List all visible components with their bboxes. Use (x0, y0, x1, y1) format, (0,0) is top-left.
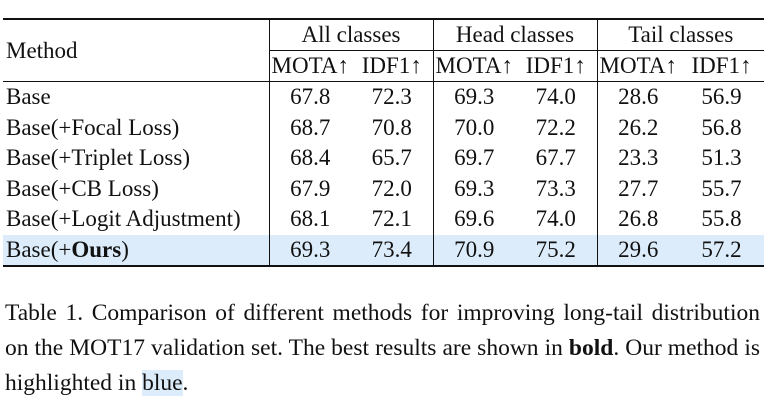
value-cell: 55.7 (701, 175, 742, 201)
metric-header: IDF1↑ (691, 53, 752, 78)
value-cell: 55.8 (701, 206, 742, 232)
method-suffix: ) (121, 236, 129, 262)
caption-text: . (182, 370, 189, 396)
value-cell-best: 57.2 (679, 235, 764, 267)
method-cell-ours (3, 235, 269, 267)
value-cell: 72.3 (351, 82, 433, 113)
metric-header: MOTA↑ (597, 51, 679, 82)
metric-header: MOTA↑ (433, 51, 515, 82)
value-cell: 69.3 (433, 174, 515, 205)
caption-blue-word: blue (142, 370, 183, 396)
table-row (3, 82, 764, 113)
table-row (3, 174, 764, 205)
method-cell: Base(+Triplet Loss) (6, 145, 190, 171)
group-header-row (3, 19, 764, 51)
value-cell-best: 69.3 (269, 235, 351, 267)
method-cell: Base(+CB Loss) (6, 175, 159, 201)
value-cell: 56.8 (701, 114, 742, 140)
value-cell-best: 75.2 (515, 235, 597, 267)
value-cell: 69.6 (433, 204, 515, 235)
value-cell: 70.0 (433, 113, 515, 144)
value-cell: 23.3 (597, 143, 679, 174)
method-cell: Base(+Focal Loss) (6, 114, 180, 140)
value-cell: 68.4 (269, 143, 351, 174)
group-header-tail: Tail classes (597, 19, 764, 51)
group-header-head: Head classes (433, 19, 597, 51)
group-header-all: All classes (269, 19, 433, 51)
table-row (3, 143, 764, 174)
metric-header: IDF1↑ (361, 53, 422, 78)
value-cell: 72.2 (535, 114, 576, 140)
value-cell: 56.9 (679, 82, 764, 113)
method-cell: Base (3, 82, 269, 113)
metric-header: MOTA↑ (269, 51, 351, 82)
value-cell-best: 73.4 (351, 235, 433, 267)
value-cell: 65.7 (371, 145, 412, 171)
value-cell: 74.0 (535, 206, 576, 232)
caption-bold-word: bold (568, 335, 614, 361)
table-caption (5, 296, 760, 401)
value-cell: 26.8 (597, 204, 679, 235)
value-cell: 67.9 (269, 174, 351, 205)
value-cell-best: 29.6 (597, 235, 679, 267)
value-cell: 51.3 (701, 145, 742, 171)
table-row (3, 113, 764, 144)
ours-row (3, 235, 764, 267)
value-cell: 67.7 (535, 145, 576, 171)
caption-text: . Our method is highlighted in (5, 335, 760, 396)
value-cell: 27.7 (597, 174, 679, 205)
value-cell: 68.7 (269, 113, 351, 144)
value-cell: 70.8 (371, 114, 412, 140)
value-cell: 69.3 (433, 82, 515, 113)
value-cell: 28.6 (597, 82, 679, 113)
value-cell: 69.7 (433, 143, 515, 174)
value-cell: 72.1 (371, 206, 412, 232)
value-cell: 26.2 (597, 113, 679, 144)
value-cell-best: 70.9 (433, 235, 515, 267)
metric-header: IDF1↑ (525, 53, 586, 78)
value-cell: 73.3 (535, 175, 576, 201)
value-cell: 74.0 (515, 82, 597, 113)
method-header: Method (3, 19, 269, 82)
method-ours-bold: Ours (71, 236, 122, 262)
method-prefix: Base(+ (6, 236, 72, 262)
method-cell: Base(+Logit Adjustment) (6, 206, 241, 232)
value-cell: 67.8 (269, 82, 351, 113)
results-table (3, 18, 764, 267)
value-cell: 72.0 (371, 175, 412, 201)
caption-text: Table 1. Comparison of different methods for improving long-tail distribution on the MOT17 validation set. The best results are shown in (5, 300, 760, 361)
value-cell: 68.1 (269, 204, 351, 235)
table-row (3, 204, 764, 235)
